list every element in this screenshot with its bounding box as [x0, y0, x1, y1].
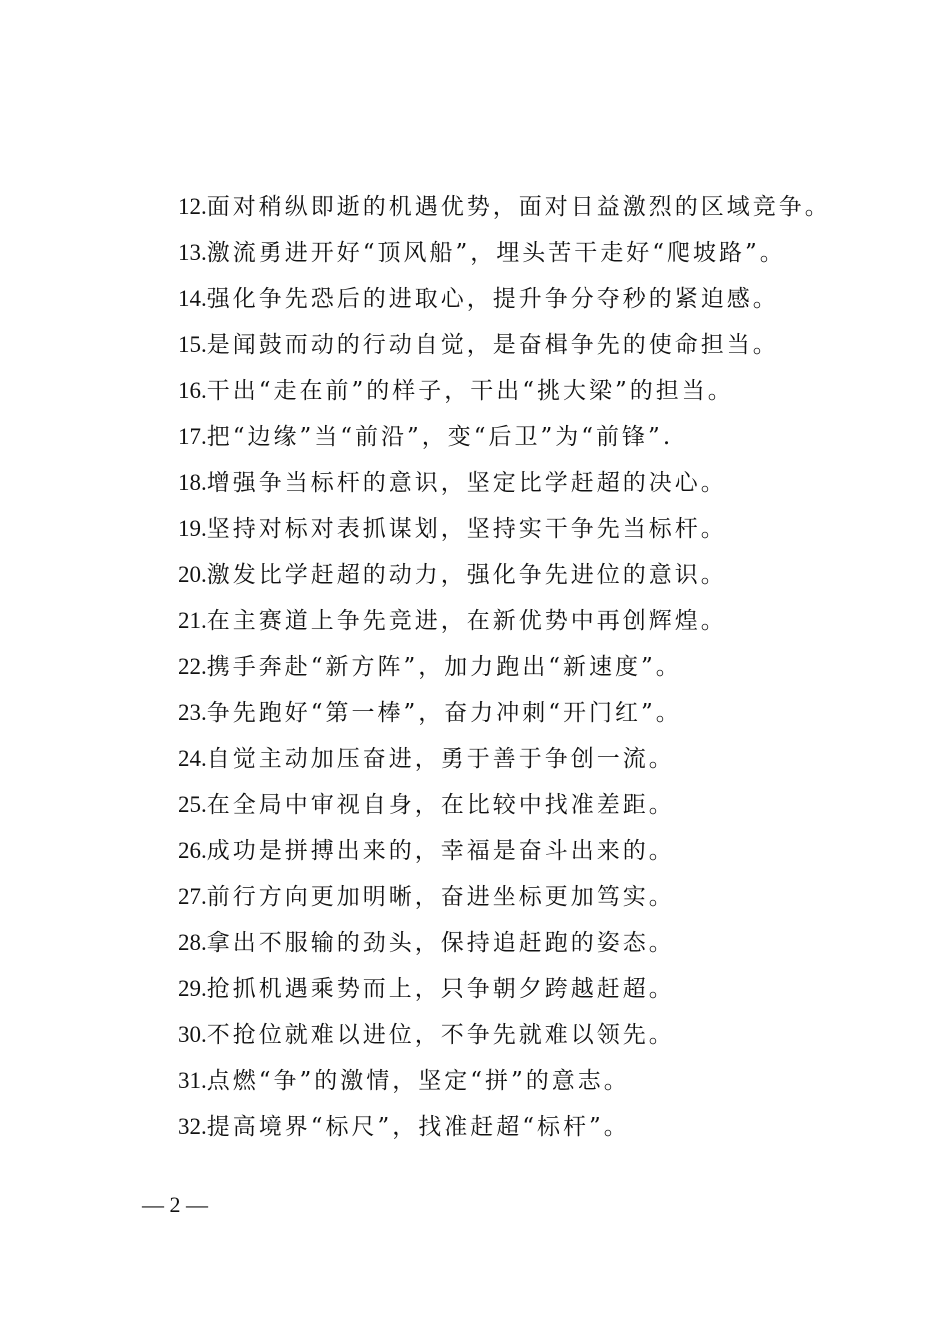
item-number: 15.	[178, 332, 207, 357]
item-number: 26.	[178, 838, 207, 863]
item-number: 16.	[178, 378, 207, 403]
item-number: 23.	[178, 700, 207, 725]
item-text: 提高境界“标尺”，找准赶超“标杆”。	[206, 1114, 630, 1140]
item-number: 17.	[178, 424, 207, 449]
list-item	[178, 552, 878, 598]
item-text: 携手奔赴“新方阵”，加力跑出“新速度”。	[206, 654, 682, 680]
item-number: 29.	[178, 976, 207, 1001]
item-number: 32.	[178, 1114, 207, 1139]
item-number: 13.	[178, 240, 207, 265]
list-item	[178, 828, 878, 874]
item-number: 27.	[178, 884, 207, 909]
item-number: 21.	[178, 608, 207, 633]
list-item	[178, 1012, 878, 1058]
item-text: 争先跑好“第一棒”，奋力冲刺“开门红”。	[206, 700, 682, 726]
list-item	[178, 414, 878, 460]
item-number: 31.	[178, 1068, 207, 1093]
item-text: 成功是拼搏出来的，幸福是奋斗出来的。	[206, 838, 675, 864]
item-text: 干出“走在前”的样子，干出“挑大梁”的担当。	[206, 378, 734, 404]
list-item	[178, 966, 878, 1012]
list-item	[178, 736, 878, 782]
list-item	[178, 276, 878, 322]
list-item	[178, 920, 878, 966]
item-text: 激发比学赶超的动力，强化争先进位的意识。	[206, 562, 727, 588]
list-item	[178, 690, 878, 736]
item-text: 增强争当标杆的意识，坚定比学赶超的决心。	[206, 470, 727, 496]
item-number: 24.	[178, 746, 207, 771]
item-text: 面对稍纵即逝的机遇优势，面对日益激烈的区域竞争。	[206, 194, 831, 220]
list-item	[178, 184, 878, 230]
list-item	[178, 644, 878, 690]
item-text: 坚持对标对表抓谋划，坚持实干争先当标杆。	[206, 516, 727, 542]
list-item	[178, 874, 878, 920]
item-number: 22.	[178, 654, 207, 679]
item-text: 是闻鼓而动的行动自觉，是奋楫争先的使命担当。	[206, 332, 779, 358]
list-item	[178, 1104, 878, 1150]
item-number: 14.	[178, 286, 207, 311]
item-text: 抢抓机遇乘势而上，只争朝夕跨越赶超。	[206, 976, 675, 1002]
item-number: 12.	[178, 194, 207, 219]
page-number: — 2 —	[142, 1192, 208, 1217]
item-text: 前行方向更加明晰，奋进坐标更加笃实。	[206, 884, 675, 910]
item-text: 不抢位就难以进位，不争先就难以领先。	[206, 1022, 675, 1048]
list-item	[178, 782, 878, 828]
item-text: 自觉主动加压奋进，勇于善于争创一流。	[206, 746, 675, 772]
item-number: 18.	[178, 470, 207, 495]
list-item	[178, 230, 878, 276]
item-number: 20.	[178, 562, 207, 587]
item-number: 28.	[178, 930, 207, 955]
item-text: 在主赛道上争先竞进，在新优势中再创辉煌。	[206, 608, 727, 634]
item-text: 强化争先恐后的进取心，提升争分夺秒的紧迫感。	[206, 286, 779, 312]
slogan-list	[178, 184, 878, 1150]
list-item	[178, 322, 878, 368]
item-number: 25.	[178, 792, 207, 817]
item-text: 在全局中审视自身，在比较中找准差距。	[206, 792, 675, 818]
item-text: 点燃“争”的激情，坚定“拼”的意志。	[206, 1068, 630, 1094]
list-item	[178, 506, 878, 552]
item-number: 30.	[178, 1022, 207, 1047]
item-text: 激流勇进开好“顶风船”，埋头苦干走好“爬坡路”。	[206, 240, 786, 266]
list-item	[178, 460, 878, 506]
list-item	[178, 1058, 878, 1104]
item-text: 把“边缘”当“前沿”，变“后卫”为“前锋”.	[206, 424, 674, 450]
item-number: 19.	[178, 516, 207, 541]
item-text: 拿出不服输的劲头，保持追赶跑的姿态。	[206, 930, 675, 956]
list-item	[178, 598, 878, 644]
list-item	[178, 368, 878, 414]
